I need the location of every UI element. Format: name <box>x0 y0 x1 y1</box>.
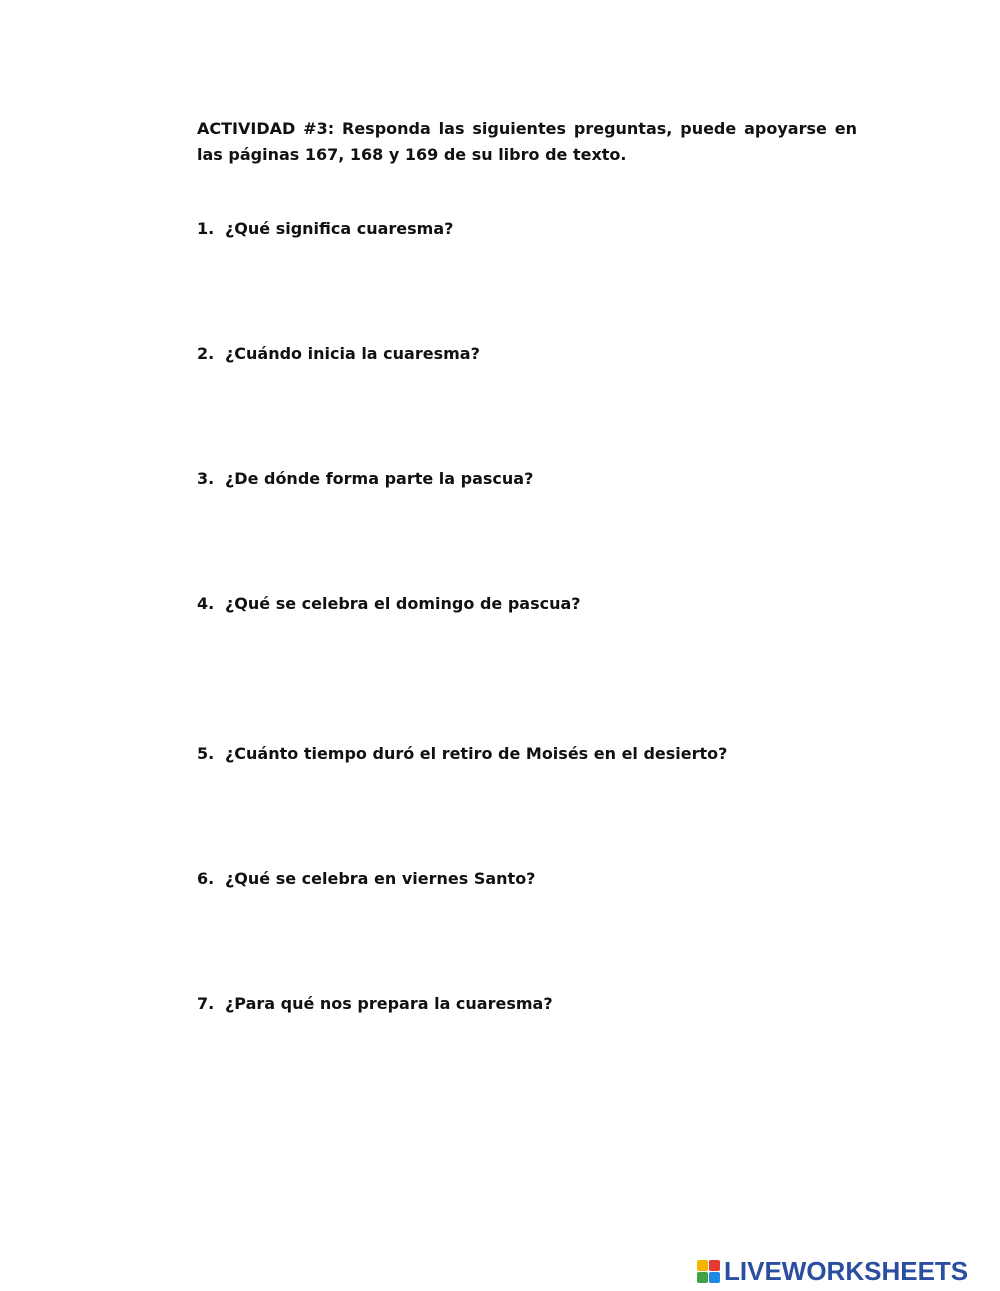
logo-square-blue <box>709 1272 720 1283</box>
question-3 <box>197 467 533 491</box>
logo-square-red <box>709 1260 720 1271</box>
logo-text: LIVEWORKSHEETS <box>724 1256 969 1286</box>
question-text: ¿Qué se celebra en viernes Santo? <box>225 869 536 888</box>
liveworksheets-logo <box>697 1256 968 1286</box>
question-5 <box>197 742 727 766</box>
question-text: ¿De dónde forma parte la pascua? <box>225 469 534 488</box>
question-number: 6. <box>197 869 215 888</box>
question-2 <box>197 342 480 366</box>
logo-icon <box>697 1260 720 1283</box>
question-text: ¿Cuánto tiempo duró el retiro de Moisés en el desierto? <box>225 744 728 763</box>
question-number: 2. <box>197 344 215 363</box>
question-number: 3. <box>197 469 215 488</box>
question-number: 7. <box>197 994 215 1013</box>
question-text: ¿Qué significa cuaresma? <box>225 219 454 238</box>
question-7 <box>197 992 553 1016</box>
question-4 <box>197 592 581 616</box>
activity-label: ACTIVIDAD #3: <box>197 119 335 138</box>
question-6 <box>197 867 535 891</box>
logo-square-green <box>697 1272 708 1283</box>
question-number: 5. <box>197 744 215 763</box>
question-text: ¿Para qué nos prepara la cuaresma? <box>225 994 553 1013</box>
question-number: 4. <box>197 594 215 613</box>
question-text: ¿Cuándo inicia la cuaresma? <box>225 344 480 363</box>
question-1 <box>197 217 453 241</box>
logo-square-yellow <box>697 1260 708 1271</box>
activity-instructions <box>197 116 857 168</box>
question-text: ¿Qué se celebra el domingo de pascua? <box>225 594 581 613</box>
question-number: 1. <box>197 219 215 238</box>
activity-text: Responda las siguientes preguntas, puede apoyarse en las páginas 167, 168 y 169 de su libro de texto. <box>197 119 857 164</box>
